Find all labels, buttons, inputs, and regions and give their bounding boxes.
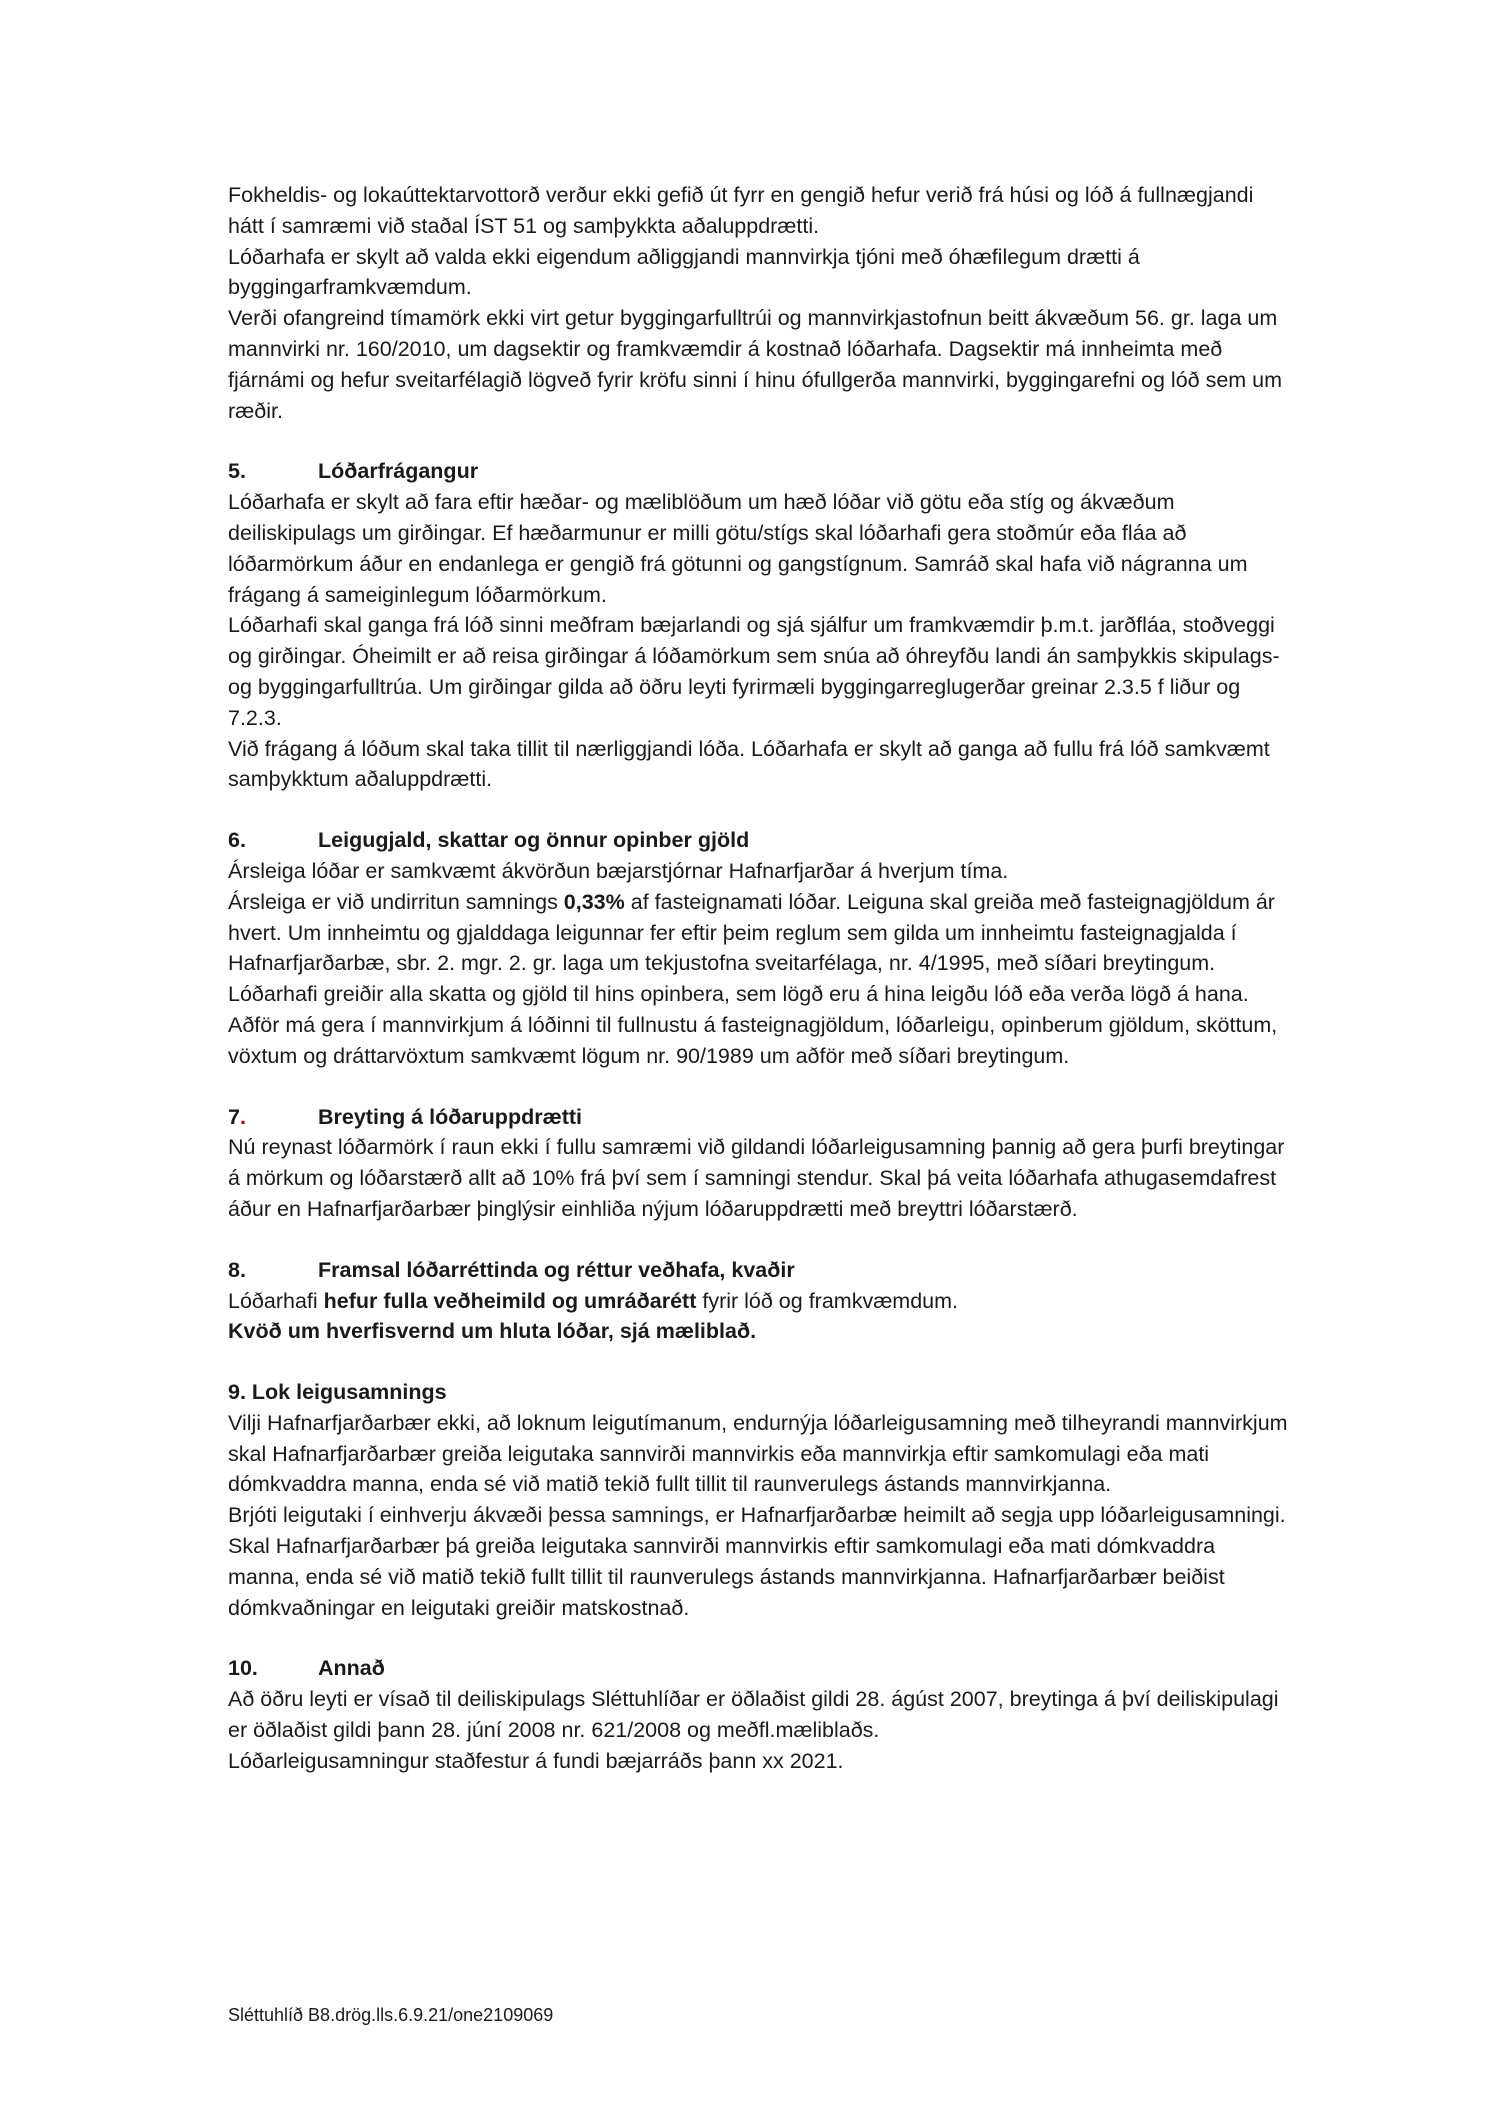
text-run: Lóðarhafi	[228, 1288, 324, 1313]
section-9-paragraph: Vilji Hafnarfjarðarbær ekki, að loknum leigutímanum, endurnýja lóðarleigusamning með tilheyrandi mannvirkjum skal Hafnarfjarðarbær greiða leigutaka sannvirði mannvirkis eða mannvirkja eftir samkomulagi eða mati dómkvaddra manna, enda sé við matið tekið fullt tillit til raunverulegs ástands mannvirkjanna.	[228, 1410, 1288, 1497]
section-number: 5.	[228, 459, 246, 484]
section-number-dot: .	[239, 1104, 246, 1129]
section-10-heading	[228, 1653, 1288, 1684]
section-6-paragraph: Lóðarhafi greiðir alla skatta og gjöld til hins opinbera, sem lögð eru á hina leigðu lóð eða verða lögð á hana.	[228, 982, 1249, 1007]
section-8	[228, 1255, 1288, 1347]
page-footer: Sléttuhlíð B8.drög.lls.6.9.21/one2109069	[228, 2005, 554, 2025]
section-6-heading	[228, 825, 1288, 856]
section-9-heading: 9. Lok leigusamnings	[228, 1380, 447, 1405]
intro-paragraph: Lóðarhafa er skylt að valda ekki eigendum aðliggjandi mannvirkja tjóni með óhæfilegum drætti á byggingarframkvæmdum.	[228, 244, 1140, 300]
section-5-paragraph: Við frágang á lóðum skal taka tillit til nærliggjandi lóða. Lóðarhafa er skylt að ganga að fullu frá lóð samkvæmt samþykktum aðaluppdrætti.	[228, 736, 1270, 792]
section-8-paragraph	[228, 1286, 1288, 1317]
section-5-paragraph: Lóðarhafi skal ganga frá lóð sinni meðfram bæjarlandi og sjá sjálfur um framkvæmdir þ.m.t. jarðfláa, stoðveggi og girðingar. Óheimilt er að reisa girðingar á lóðamörkum sem snúa að óhreyfðu landi án samþykkis skipulags- og byggingarfulltrúa. Um girðingar gilda að öðru leyti fyrirmæli byggingarreglugerðar greinar 2.3.5 f liður og 7.2.3.	[228, 613, 1280, 730]
section-8-heading	[228, 1255, 1288, 1286]
document-page	[228, 180, 1288, 1777]
intro-paragraph: Verði ofangreind tímamörk ekki virt getur byggingarfulltrúi og mannvirkjastofnun beitt ákvæðum 56. gr. laga um mannvirki nr. 160/2010, um dagsektir og framkvæmdir á kostnað lóðarhafa. Dagsektir má innheimta með fjárnámi og hefur sveitarfélagið lögveð fyrir kröfu sinni í hinu ófullgerða mannvirki, byggingarefni og lóð sem um ræðir.	[228, 306, 1283, 423]
section-8-paragraph: Kvöð um hverfisvernd um hluta lóðar, sjá mæliblað.	[228, 1319, 757, 1344]
section-7-heading	[228, 1102, 1288, 1133]
section-5-heading	[228, 456, 1288, 487]
section-title: Lóðarfrágangur	[318, 459, 479, 484]
section-5	[228, 456, 1288, 795]
section-9	[228, 1377, 1288, 1623]
section-number	[228, 1102, 318, 1133]
section-title: Framsal lóðarréttinda og réttur veðhafa, kvaðir	[318, 1257, 795, 1282]
text-run: Ársleiga er við undirritun samnings	[228, 889, 564, 914]
section-7	[228, 1102, 1288, 1225]
section-6-paragraph	[228, 887, 1288, 979]
section-title: Annað	[318, 1656, 385, 1681]
section-10-paragraph: Að öðru leyti er vísað til deiliskipulags Sléttuhlíðar er öðlaðist gildi 28. ágúst 2007, breytinga á því deiliskipulagi er öðlaðist gildi þann 28. júní 2008 nr. 621/2008 og meðfl.mæliblaðs.	[228, 1687, 1279, 1743]
section-10-paragraph: Lóðarleigusamningur staðfestur á fundi bæjarráðs þann xx 2021.	[228, 1748, 844, 1773]
intro-block	[228, 180, 1288, 426]
section-9-paragraph: Brjóti leigutaki í einhverju ákvæði þessa samnings, er Hafnarfjarðarbæ heimilt að segja upp lóðarleigusamningi. Skal Hafnarfjarðarbær þá greiða leigutaka sannvirði mannvirkis eftir samkomulagi eða mati dómkvaddra manna, enda sé við matið tekið fullt tillit til raunverulegs ástands mannvirkjanna. Hafnarfjarðarbær beiðist dómkvaðningar en leigutaki greiðir matskostnað.	[228, 1503, 1286, 1620]
section-number: 8.	[228, 1257, 246, 1282]
text-run: af fasteignamati lóðar. Leiguna skal greiða með fasteignagjöldum ár hvert. Um innheimtu og gjalddaga leigunnar fer eftir þeim reglum sem gilda um innheimtu fasteignagjalda í Hafnarfjarðarbæ, sbr. 2. mgr. 2. gr. laga um tekjustofna sveitarfélaga, nr. 4/1995, með síðari breytingum.	[228, 889, 1275, 976]
lease-rate-value: 0,33%	[563, 889, 625, 914]
text-run: fyrir lóð og framkvæmdum.	[696, 1288, 959, 1313]
section-6-paragraph: Ársleiga lóðar er samkvæmt ákvörðun bæjarstjórnar Hafnarfjarðar á hverjum tíma.	[228, 858, 1009, 883]
section-number: 10.	[228, 1656, 258, 1681]
text-run-bold: hefur fulla veðheimild og umráðarétt	[323, 1288, 697, 1313]
section-6	[228, 825, 1288, 1071]
section-6-paragraph: Aðför má gera í mannvirkjum á lóðinni til fullnustu á fasteignagjöldum, lóðarleigu, opinberum gjöldum, sköttum, vöxtum og dráttarvöxtum samkvæmt lögum nr. 90/1989 um aðför með síðari breytingum.	[228, 1012, 1278, 1068]
section-5-paragraph: Lóðarhafa er skylt að fara eftir hæðar- og mæliblöðum um hæð lóðar við götu eða stíg og ákvæðum deiliskipulags um girðingar. Ef hæðarmunur er milli götu/stígs skal lóðarhafi gera stoðmúr eða fláa að lóðarmörkum áður en endanlega er gengið frá götunni og gangstígnum. Samráð skal hafa við nágranna um frágang á sameiginlegum lóðarmörkum.	[228, 490, 1248, 607]
section-title: Breyting á lóðaruppdrætti	[318, 1104, 582, 1129]
intro-paragraph: Fokheldis- og lokaúttektarvottorð verður ekki gefið út fyrr en gengið hefur verið frá húsi og lóð á fullnægjandi hátt í samræmi við staðal ÍST 51 og samþykkta aðaluppdrætti.	[228, 183, 1254, 238]
section-number: 6.	[228, 828, 246, 853]
section-7-paragraph: Nú reynast lóðarmörk í raun ekki í fullu samræmi við gildandi lóðarleigusamning þannig að gera þurfi breytingar á mörkum og lóðarstærð allt að 10% frá því sem í samningi stendur. Skal þá veita lóðarhafa athugasemdafrest áður en Hafnarfjarðarbær þinglýsir einhliða nýjum lóðaruppdrætti með breyttri lóðarstærð.	[228, 1135, 1285, 1221]
section-10	[228, 1653, 1288, 1776]
section-number-digit: 7	[228, 1104, 240, 1129]
section-title: Leigugjald, skattar og önnur opinber gjöld	[318, 828, 750, 853]
